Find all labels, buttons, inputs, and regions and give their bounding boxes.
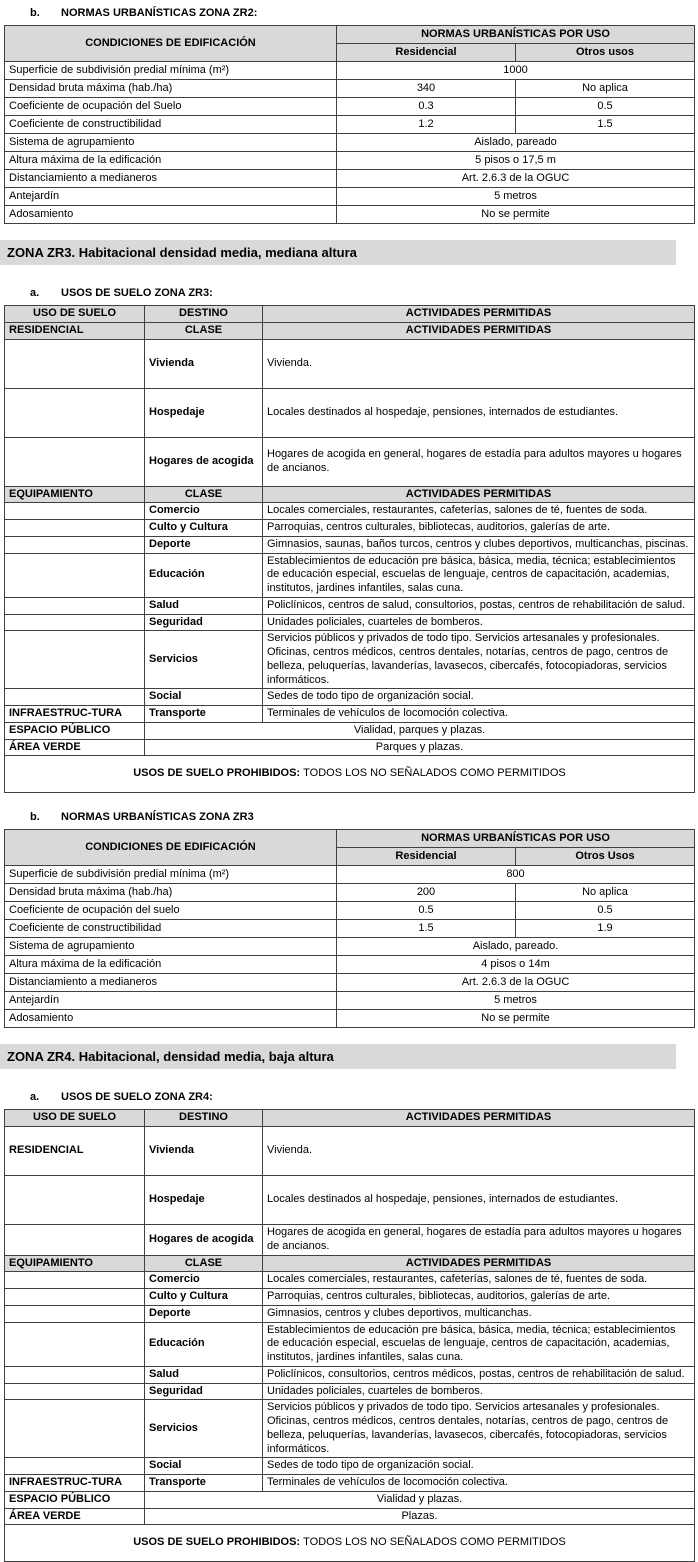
destino-cell: Social	[145, 1458, 263, 1475]
condition-label: Adosamiento	[5, 206, 337, 224]
destino-cell: Hospedaje	[145, 388, 263, 437]
table-row	[5, 1475, 695, 1492]
destino-cell: Vivienda	[145, 339, 263, 388]
condition-row	[5, 188, 695, 206]
actividades-cell: Unidades policiales, cuarteles de bomberos.	[263, 1383, 695, 1400]
table-row	[5, 706, 695, 723]
value-otros: No aplica	[516, 884, 695, 902]
prohibited-uses-row	[5, 1525, 695, 1562]
table-row	[5, 614, 695, 631]
uso-cell: ÁREA VERDE	[5, 1508, 145, 1525]
condition-value: 4 pisos o 14m	[337, 956, 695, 974]
condition-label: Densidad bruta máxima (hab./ha)	[5, 884, 337, 902]
normas-zr2-table	[4, 25, 695, 224]
normas-zr2-body	[5, 26, 695, 224]
section-title: NORMAS URBANÍSTICAS ZONA ZR2:	[61, 7, 258, 19]
destino-cell: Culto y Cultura	[145, 1289, 263, 1306]
value-residencial: 340	[337, 80, 516, 98]
zone-zr3-heading: ZONA ZR3. Habitacional densidad media, mediana altura	[0, 240, 676, 265]
uso-cell	[5, 1272, 145, 1289]
actividades-cell: Gimnasios, centros y clubes deportivos, multicanchas.	[263, 1305, 695, 1322]
actividades-cell: Policlínicos, consultorios, centros médicos, postas, centros de rehabilitación de salud.	[263, 1366, 695, 1383]
section-letter: a.	[30, 1091, 40, 1104]
condition-row	[5, 80, 695, 98]
usos-zr3-table	[4, 305, 695, 793]
prohibited-uses-label: USOS DE SUELO PROHIBIDOS:	[133, 767, 304, 780]
table-row	[5, 1305, 695, 1322]
actividades-cell: Establecimientos de educación pre básica, básica, media, técnica; establecimientos de educación especial, escuelas de lenguaje, centros de capacitación, academias, institutos, jardines infantiles, salas cuna.	[263, 553, 695, 597]
subheader-residencial: Residencial	[337, 44, 516, 62]
clase-subheader: CLASE	[145, 1255, 263, 1272]
uso-cell: INFRAESTRUC-TURA	[5, 1475, 145, 1492]
section-letter: a.	[30, 287, 40, 299]
uso-cell: INFRAESTRUC-TURA	[5, 706, 145, 723]
span-value-cell: Vialidad y plazas.	[145, 1491, 695, 1508]
table-row	[5, 1508, 695, 1525]
condition-value: 1000	[337, 62, 695, 80]
header-conditions: CONDICIONES DE EDIFICACIÓN	[5, 26, 337, 62]
table-row	[5, 631, 695, 689]
actividades-cell: Terminales de vehículos de locomoción colectiva.	[263, 706, 695, 723]
table-row	[5, 722, 695, 739]
condition-label: Superficie de subdivisión predial mínima (m²)	[5, 866, 337, 884]
condition-row	[5, 62, 695, 80]
subheader-otros-usos: Otros usos	[516, 44, 695, 62]
uso-cell	[5, 631, 145, 689]
destino-cell: Comercio	[145, 1272, 263, 1289]
condition-value: 5 metros	[337, 188, 695, 206]
condition-value: Art. 2.6.3 de la OGUC	[337, 170, 695, 188]
actividades-cell: Servicios públicos y privados de todo tipo. Servicios artesanales y profesionales. Oficinas, centros médicos, centros dentales, notarías, centros de pago, centros de belleza, peluquerías, lavanderías, lavasecos, cibercafés, fotocopiadoras, servicios informáticos.	[263, 631, 695, 689]
uso-cell	[5, 1305, 145, 1322]
uso-group-label: EQUIPAMIENTO	[5, 486, 145, 503]
uso-cell	[5, 1289, 145, 1306]
table-row	[5, 739, 695, 756]
table-row	[5, 1255, 695, 1272]
section-label-normas-zr3	[0, 793, 698, 827]
subheader-otros-usos: Otros Usos	[516, 848, 695, 866]
value-otros: 1.5	[516, 116, 695, 134]
header-destino: DESTINO	[145, 1110, 263, 1127]
value-otros: No aplica	[516, 80, 695, 98]
clase-subheader: CLASE	[145, 486, 263, 503]
usos-zr4-table	[4, 1109, 695, 1562]
table-row	[5, 1491, 695, 1508]
uso-cell	[5, 614, 145, 631]
clase-subheader: CLASE	[145, 322, 263, 339]
condition-row	[5, 974, 695, 992]
table-row	[5, 486, 695, 503]
uso-cell	[5, 553, 145, 597]
actividades-cell: Sedes de todo tipo de organización social.	[263, 689, 695, 706]
condition-label: Sistema de agrupamiento	[5, 938, 337, 956]
uso-cell	[5, 520, 145, 537]
condition-row	[5, 1010, 695, 1028]
section-title: USOS DE SUELO ZONA ZR4:	[61, 1091, 213, 1104]
destino-cell: Hogares de acogida	[145, 1225, 263, 1256]
uso-cell	[5, 1458, 145, 1475]
condition-label: Superficie de subdivisión predial mínima (m²)	[5, 62, 337, 80]
table-row	[5, 1225, 695, 1256]
condition-label: Coeficiente de constructibilidad	[5, 920, 337, 938]
header-actividades: ACTIVIDADES PERMITIDAS	[263, 306, 695, 323]
actividades-cell: Locales destinados al hospedaje, pensiones, internados de estudiantes.	[263, 388, 695, 437]
table-row	[5, 1127, 695, 1176]
table-row	[5, 1458, 695, 1475]
table-row	[5, 1176, 695, 1225]
destino-cell: Servicios	[145, 631, 263, 689]
destino-cell: Seguridad	[145, 614, 263, 631]
actividades-cell: Sedes de todo tipo de organización social.	[263, 1458, 695, 1475]
normas-zr3-body	[5, 830, 695, 1028]
uso-cell: RESIDENCIAL	[5, 1127, 145, 1176]
condition-label: Densidad bruta máxima (hab./ha)	[5, 80, 337, 98]
condition-row	[5, 116, 695, 134]
condition-row	[5, 938, 695, 956]
destino-cell: Servicios	[145, 1400, 263, 1458]
value-otros: 1.9	[516, 920, 695, 938]
actividades-subheader: ACTIVIDADES PERMITIDAS	[263, 1255, 695, 1272]
condition-row	[5, 992, 695, 1010]
table-row	[5, 536, 695, 553]
condition-value: 5 metros	[337, 992, 695, 1010]
uso-cell	[5, 689, 145, 706]
condition-label: Coeficiente de ocupación del Suelo	[5, 98, 337, 116]
destino-cell: Deporte	[145, 1305, 263, 1322]
actividades-cell: Locales destinados al hospedaje, pensiones, internados de estudiantes.	[263, 1176, 695, 1225]
condition-label: Coeficiente de ocupación del suelo	[5, 902, 337, 920]
actividades-cell: Policlínicos, centros de salud, consultorios, postas, centros de rehabilitación de salud.	[263, 597, 695, 614]
condition-row	[5, 920, 695, 938]
actividades-subheader: ACTIVIDADES PERMITIDAS	[263, 322, 695, 339]
condition-label: Coeficiente de constructibilidad	[5, 116, 337, 134]
normas-zr3-table	[4, 829, 695, 1028]
value-otros: 0.5	[516, 902, 695, 920]
span-value-cell: Vialidad, parques y plazas.	[145, 722, 695, 739]
value-residencial: 1.2	[337, 116, 516, 134]
destino-cell: Salud	[145, 1366, 263, 1383]
condition-value: No se permite	[337, 1010, 695, 1028]
prohibited-uses-label: USOS DE SUELO PROHIBIDOS:	[133, 1536, 304, 1549]
span-value-cell: Plazas.	[145, 1508, 695, 1525]
condition-label: Sistema de agrupamiento	[5, 134, 337, 152]
condition-label: Distanciamiento a medianeros	[5, 170, 337, 188]
section-title: NORMAS URBANÍSTICAS ZONA ZR3	[61, 811, 254, 824]
table-row	[5, 1289, 695, 1306]
condition-value: 5 pisos o 17,5 m	[337, 152, 695, 170]
table-row	[5, 689, 695, 706]
destino-cell: Salud	[145, 597, 263, 614]
value-residencial: 200	[337, 884, 516, 902]
condition-value: Aislado, pareado	[337, 134, 695, 152]
actividades-cell: Vivienda.	[263, 1127, 695, 1176]
zone-zr4-heading: ZONA ZR4. Habitacional, densidad media, baja altura	[0, 1044, 676, 1069]
destino-cell: Hospedaje	[145, 1176, 263, 1225]
value-residencial: 0.3	[337, 98, 516, 116]
span-value-cell: Parques y plazas.	[145, 739, 695, 756]
condition-row	[5, 884, 695, 902]
table-row	[5, 553, 695, 597]
condition-label: Altura máxima de la edificación	[5, 152, 337, 170]
uso-group-label: RESIDENCIAL	[5, 322, 145, 339]
usos-zr3-body	[5, 306, 695, 793]
destino-cell: Seguridad	[145, 1383, 263, 1400]
header-conditions: CONDICIONES DE EDIFICACIÓN	[5, 830, 337, 866]
subheader-residencial: Residencial	[337, 848, 516, 866]
condition-value: No se permite	[337, 206, 695, 224]
header-row	[5, 830, 695, 848]
condition-row	[5, 206, 695, 224]
table-row	[5, 339, 695, 388]
uso-cell	[5, 597, 145, 614]
header-actividades: ACTIVIDADES PERMITIDAS	[263, 1110, 695, 1127]
actividades-cell: Terminales de vehículos de locomoción colectiva.	[263, 1475, 695, 1492]
actividades-subheader: ACTIVIDADES PERMITIDAS	[263, 486, 695, 503]
value-otros: 0.5	[516, 98, 695, 116]
header-destino: DESTINO	[145, 306, 263, 323]
condition-row	[5, 134, 695, 152]
condition-label: Adosamiento	[5, 1010, 337, 1028]
destino-cell: Transporte	[145, 1475, 263, 1492]
table-row	[5, 1366, 695, 1383]
destino-cell: Educación	[145, 1322, 263, 1366]
prohibited-uses-value: TODOS LOS NO SEÑALADOS COMO PERMITIDOS	[303, 767, 566, 780]
uso-cell	[5, 536, 145, 553]
condition-row	[5, 170, 695, 188]
destino-cell: Deporte	[145, 536, 263, 553]
table-row	[5, 503, 695, 520]
actividades-cell: Servicios públicos y privados de todo tipo. Servicios artesanales y profesionales. Oficinas, centros médicos, centros dentales, notarías, centros de pago, centros de belleza, peluquerías, lavanderías, lavasecos, cibercafés, fotocopiadoras, servicios informáticos.	[263, 1400, 695, 1458]
actividades-cell: Establecimientos de educación pre básica, básica, media, técnica; establecimientos de educación especial, escuelas de lenguaje, centros de capacitación, academias, institutos, jardines infantiles, salas cuna.	[263, 1322, 695, 1366]
table-row	[5, 597, 695, 614]
header-uso-de-suelo: USO DE SUELO	[5, 306, 145, 323]
header-row	[5, 26, 695, 44]
value-residencial: 0.5	[337, 902, 516, 920]
uso-cell: ESPACIO PÚBLICO	[5, 1491, 145, 1508]
header-normas-por-uso: NORMAS URBANÍSTICAS POR USO	[337, 830, 695, 848]
condition-label: Antejardín	[5, 992, 337, 1010]
condition-label: Antejardín	[5, 188, 337, 206]
section-title: USOS DE SUELO ZONA ZR3:	[61, 287, 213, 299]
section-letter: b.	[30, 7, 40, 19]
condition-label: Distanciamiento a medianeros	[5, 974, 337, 992]
table-row	[5, 1400, 695, 1458]
destino-cell: Hogares de acogida	[145, 437, 263, 486]
uso-group-label: EQUIPAMIENTO	[5, 1255, 145, 1272]
usos-zr4-body	[5, 1110, 695, 1562]
table-row	[5, 1383, 695, 1400]
table-row	[5, 388, 695, 437]
uso-cell	[5, 1366, 145, 1383]
destino-cell: Culto y Cultura	[145, 520, 263, 537]
header-row	[5, 306, 695, 323]
section-label-usos-zr4	[0, 1069, 698, 1107]
table-row	[5, 520, 695, 537]
actividades-cell: Hogares de acogida en general, hogares de estadía para adultos mayores u hogares de ancianos.	[263, 1225, 695, 1256]
table-row	[5, 1525, 695, 1562]
uso-cell	[5, 1322, 145, 1366]
table-row	[5, 1322, 695, 1366]
table-row	[5, 322, 695, 339]
uso-cell	[5, 437, 145, 486]
destino-cell: Educación	[145, 553, 263, 597]
uso-cell: ESPACIO PÚBLICO	[5, 722, 145, 739]
condition-row	[5, 152, 695, 170]
prohibited-uses-value: TODOS LOS NO SEÑALADOS COMO PERMITIDOS	[303, 1536, 566, 1549]
header-row	[5, 1110, 695, 1127]
actividades-cell: Parroquias, centros culturales, bibliotecas, auditorios, galerías de arte.	[263, 520, 695, 537]
actividades-cell: Parroquias, centros culturales, bibliotecas, auditorios, galerías de arte.	[263, 1289, 695, 1306]
table-row	[5, 437, 695, 486]
uso-cell	[5, 1383, 145, 1400]
section-label-usos-zr3	[0, 265, 698, 303]
uso-cell	[5, 1400, 145, 1458]
uso-cell: ÁREA VERDE	[5, 739, 145, 756]
uso-cell	[5, 339, 145, 388]
uso-cell	[5, 1176, 145, 1225]
actividades-cell: Locales comerciales, restaurantes, cafeterías, salones de té, fuentes de soda.	[263, 503, 695, 520]
table-row	[5, 1272, 695, 1289]
table-row	[5, 756, 695, 793]
section-label-normas-zr2	[0, 0, 698, 23]
actividades-cell: Hogares de acogida en general, hogares de estadía para adultos mayores u hogares de ancianos.	[263, 437, 695, 486]
destino-cell: Social	[145, 689, 263, 706]
condition-value: 800	[337, 866, 695, 884]
actividades-cell: Gimnasios, saunas, baños turcos, centros y clubes deportivos, multicanchas, piscinas.	[263, 536, 695, 553]
header-normas-por-uso: NORMAS URBANÍSTICAS POR USO	[337, 26, 695, 44]
destino-cell: Vivienda	[145, 1127, 263, 1176]
condition-row	[5, 902, 695, 920]
value-residencial: 1.5	[337, 920, 516, 938]
uso-cell	[5, 503, 145, 520]
actividades-cell: Vivienda.	[263, 339, 695, 388]
destino-cell: Transporte	[145, 706, 263, 723]
condition-row	[5, 98, 695, 116]
prohibited-uses-row	[5, 756, 695, 793]
uso-cell	[5, 1225, 145, 1256]
condition-value: Aislado, pareado.	[337, 938, 695, 956]
condition-value: Art. 2.6.3 de la OGUC	[337, 974, 695, 992]
destino-cell: Comercio	[145, 503, 263, 520]
actividades-cell: Unidades policiales, cuarteles de bomberos.	[263, 614, 695, 631]
uso-cell	[5, 388, 145, 437]
header-uso-de-suelo: USO DE SUELO	[5, 1110, 145, 1127]
actividades-cell: Locales comerciales, restaurantes, cafeterías, salones de té, fuentes de soda.	[263, 1272, 695, 1289]
condition-row	[5, 956, 695, 974]
condition-label: Altura máxima de la edificación	[5, 956, 337, 974]
condition-row	[5, 866, 695, 884]
section-letter: b.	[30, 811, 40, 824]
